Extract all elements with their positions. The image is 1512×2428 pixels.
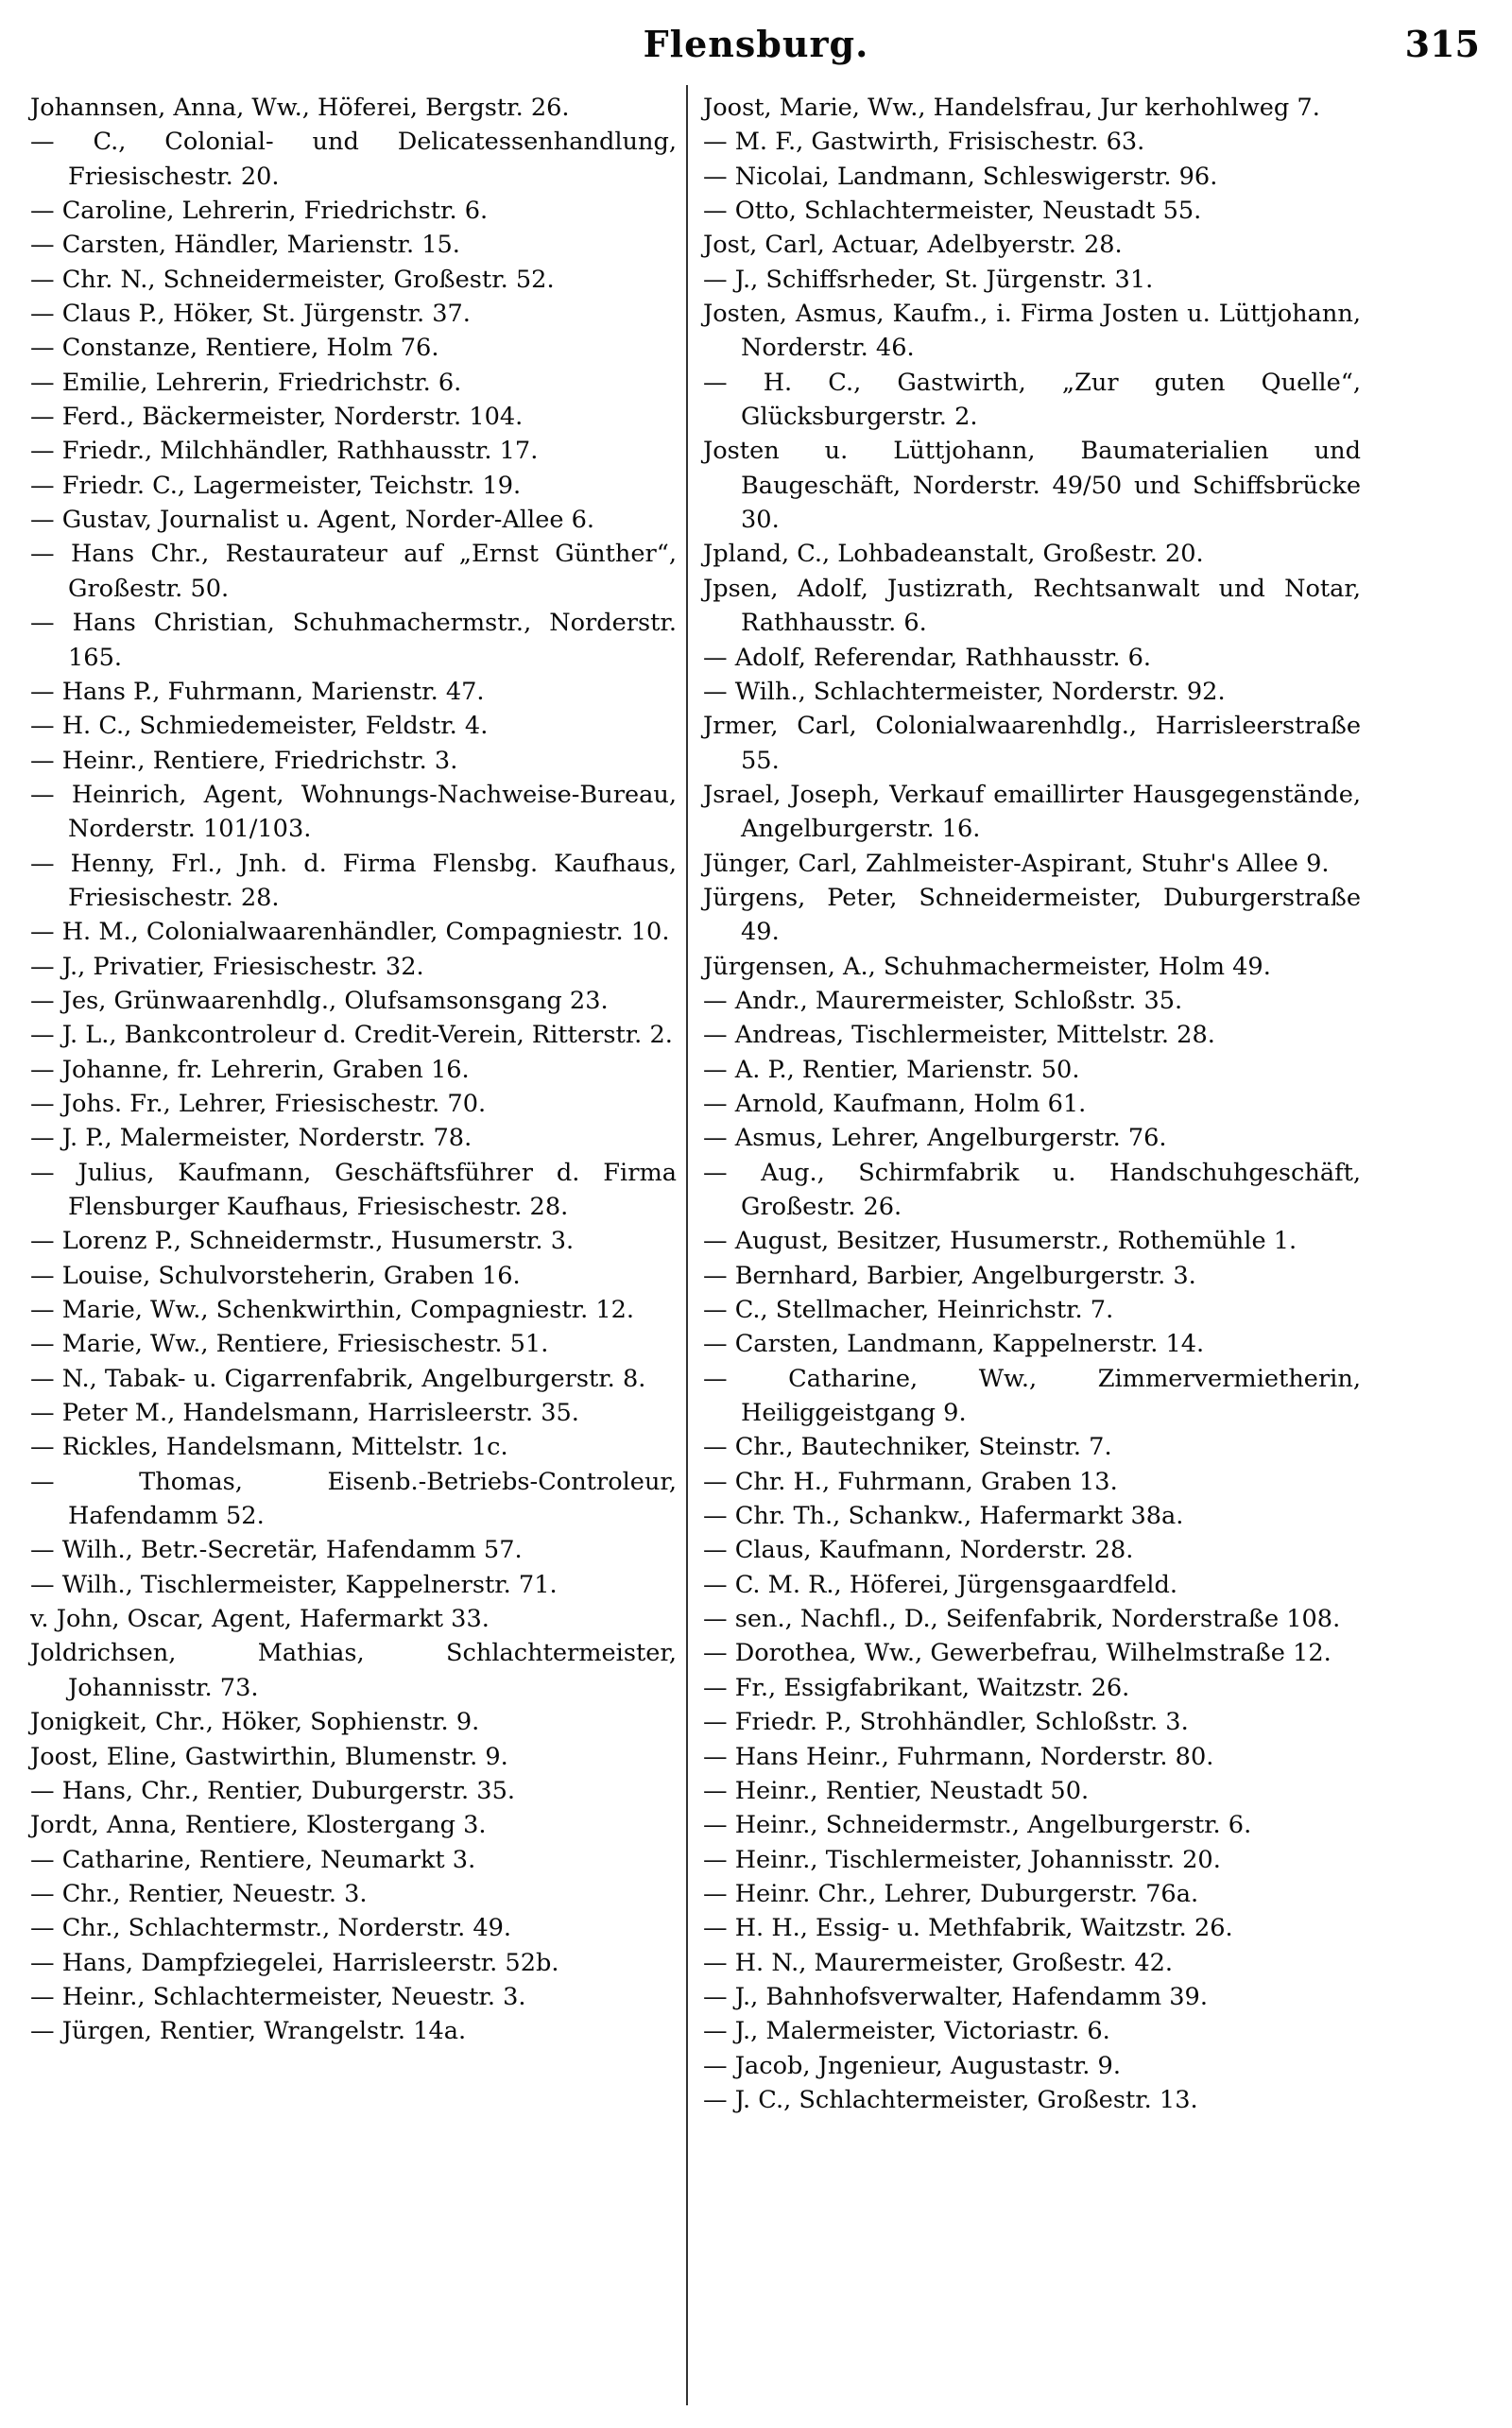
directory-entry: Joldrichsen, Mathias, Schlachtermeister, Johannisstr. 73. <box>30 1639 677 1702</box>
directory-entry: — Wilh., Betr.-Secretär, Hafendamm 57. <box>30 1536 523 1565</box>
directory-entry: Josten u. Lüttjohann, Baumaterialien und Baugeschäft, Norderstr. 49/50 und Schiffsbrücke 30. <box>703 437 1361 535</box>
directory-entry: Jpland, C., Lohbadeanstalt, Großestr. 20. <box>703 540 1204 569</box>
directory-entry: — Friedr. P., Strohhändler, Schloßstr. 3. <box>703 1708 1189 1737</box>
directory-entry: Jürgens, Peter, Schneidermeister, Duburgerstraße 49. <box>703 883 1361 947</box>
left-column <box>30 91 677 2049</box>
directory-entry: — Lorenz P., Schneidermstr., Husumerstr. 3. <box>30 1227 575 1256</box>
directory-entry: — Thomas, Eisenb.-Betriebs-Controleur, Hafendamm 52. <box>30 1467 677 1531</box>
directory-entry: Jünger, Carl, Zahlmeister-Aspirant, Stuhr's Allee 9. <box>703 849 1330 878</box>
directory-entry: — Bernhard, Barbier, Angelburgerstr. 3. <box>703 1261 1196 1290</box>
directory-entry: — Aug., Schirmfabrik u. Handschuhgeschäft, Großestr. 26. <box>703 1158 1361 1221</box>
directory-entry: — Carsten, Landmann, Kappelnerstr. 14. <box>703 1330 1205 1359</box>
directory-entry: — Wilh., Schlachtermeister, Norderstr. 92. <box>703 677 1226 706</box>
directory-entry: Jost, Carl, Actuar, Adelbyerstr. 28. <box>703 231 1123 260</box>
directory-entry: — Hans Heinr., Fuhrmann, Norderstr. 80. <box>703 1742 1214 1771</box>
directory-entry: — Chr., Schlachtermstr., Norderstr. 49. <box>30 1914 512 1943</box>
directory-entry: — Hans Chr., Restaurateur auf „Ernst Günther“, Großestr. 50. <box>30 540 677 603</box>
directory-entry: Johannsen, Anna, Ww., Höferei, Bergstr. 26. <box>30 94 570 122</box>
directory-entry: — Ferd., Bäckermeister, Norderstr. 104. <box>30 403 524 432</box>
directory-entry: — Asmus, Lehrer, Angelburgerstr. 76. <box>703 1124 1167 1153</box>
directory-entry: Jsrael, Joseph, Verkauf emaillirter Hausgegenstände, Angelburgerstr. 16. <box>703 780 1361 844</box>
directory-entry: — Louise, Schulvorsteherin, Graben 16. <box>30 1261 521 1290</box>
directory-entry: — Johs. Fr., Lehrer, Friesischestr. 70. <box>30 1089 487 1118</box>
directory-entry: — Rickles, Handelsmann, Mittelstr. 1c. <box>30 1433 508 1462</box>
directory-entry: — Wilh., Tischlermeister, Kappelnerstr. 71. <box>30 1570 558 1599</box>
directory-entry: — Jes, Grünwaarenhdlg., Olufsamsonsgang 23. <box>30 986 609 1015</box>
directory-entry: — Chr., Bautechniker, Steinstr. 7. <box>703 1433 1112 1462</box>
directory-entry: — Julius, Kaufmann, Geschäftsführer d. Firma Flensburger Kaufhaus, Friesischestr. 28. <box>30 1158 677 1221</box>
directory-entry: — H. N., Maurermeister, Großestr. 42. <box>703 1948 1174 1977</box>
directory-entry: — C., Colonial- und Delicatessenhandlung, Friesischestr. 20. <box>30 128 677 191</box>
directory-entry: — H. C., Schmiedemeister, Feldstr. 4. <box>30 712 489 741</box>
directory-entry: — J. C., Schlachtermeister, Großestr. 13. <box>703 2085 1198 2114</box>
directory-entry: Joost, Eline, Gastwirthin, Blumenstr. 9. <box>30 1742 508 1771</box>
directory-entry: Jonigkeit, Chr., Höker, Sophienstr. 9. <box>30 1708 480 1737</box>
directory-entry: Josten, Asmus, Kaufm., i. Firma Josten u. Lüttjohann, Norderstr. 46. <box>703 300 1361 363</box>
directory-entry: — Chr. H., Fuhrmann, Graben 13. <box>703 1467 1118 1496</box>
directory-entry: v. John, Oscar, Agent, Hafermarkt 33. <box>30 1605 490 1634</box>
directory-entry: — C., Stellmacher, Heinrichstr. 7. <box>703 1296 1114 1325</box>
directory-entry: — Arnold, Kaufmann, Holm 61. <box>703 1089 1087 1118</box>
directory-entry: — J., Schiffsrheder, St. Jürgenstr. 31. <box>703 265 1154 294</box>
directory-entry: — C. M. R., Höferei, Jürgensgaardfeld. <box>703 1570 1177 1599</box>
directory-entry: — Heinr., Tischlermeister, Johannisstr. 20. <box>703 1845 1221 1874</box>
directory-entry: — Andr., Maurermeister, Schloßstr. 35. <box>703 986 1183 1015</box>
directory-entry: — Heinr. Chr., Lehrer, Duburgerstr. 76a. <box>703 1879 1199 1908</box>
directory-entry: — Catharine, Ww., Zimmervermietherin, Heiliggeistgang 9. <box>703 1364 1361 1428</box>
directory-entry: — Fr., Essigfabrikant, Waitzstr. 26. <box>703 1673 1130 1702</box>
directory-entry: — Heinr., Schlachtermeister, Neuestr. 3. <box>30 1982 526 2011</box>
directory-entry: — N., Tabak- u. Cigarrenfabrik, Angelburgerstr. 8. <box>30 1364 646 1393</box>
directory-entry: — Friedr., Milchhändler, Rathhausstr. 17. <box>30 437 539 466</box>
directory-entry: — Heinr., Rentier, Neustadt 50. <box>703 1776 1090 1805</box>
directory-entry: — Heinr., Rentiere, Friedrichstr. 3. <box>30 746 458 775</box>
directory-entry: — A. P., Rentier, Marienstr. 50. <box>703 1055 1080 1084</box>
page-number: 315 <box>1404 23 1480 65</box>
directory-entry: — Chr., Rentier, Neuestr. 3. <box>30 1879 368 1908</box>
directory-entry: — Hans Christian, Schuhmachermstr., Norderstr. 165. <box>30 609 677 672</box>
directory-entry: — Catharine, Rentiere, Neumarkt 3. <box>30 1845 476 1874</box>
right-column <box>703 91 1361 2117</box>
directory-entry: — Hans P., Fuhrmann, Marienstr. 47. <box>30 677 485 706</box>
directory-entry: — Adolf, Referendar, Rathhausstr. 6. <box>703 643 1152 672</box>
directory-entry: — M. F., Gastwirth, Frisischestr. 63. <box>703 128 1145 157</box>
directory-entry: — H. C., Gastwirth, „Zur guten Quelle“, Glücksburgerstr. 2. <box>703 368 1361 432</box>
directory-entry: — Claus, Kaufmann, Norderstr. 28. <box>703 1536 1134 1565</box>
directory-entry: — Hans, Dampfziegelei, Harrisleerstr. 52b. <box>30 1948 559 1977</box>
directory-entry: — sen., Nachfl., D., Seifenfabrik, Norderstraße 108. <box>703 1605 1341 1634</box>
page-title: Flensburg. <box>643 23 869 65</box>
directory-entry: — Jürgen, Rentier, Wrangelstr. 14a. <box>30 2017 467 2046</box>
column-divider <box>686 85 688 2405</box>
directory-entry: — Chr. Th., Schankw., Hafermarkt 38a. <box>703 1502 1184 1531</box>
directory-entry: — Heinr., Schneidermstr., Angelburgerstr. 6. <box>703 1811 1252 1840</box>
directory-entry: — Marie, Ww., Rentiere, Friesischestr. 51. <box>30 1330 549 1359</box>
directory-entry: — Peter M., Handelsmann, Harrisleerstr. 35. <box>30 1399 579 1428</box>
directory-entry: — H. M., Colonialwaarenhändler, Compagniestr. 10. <box>30 918 670 947</box>
directory-entry: — J., Malermeister, Victoriastr. 6. <box>703 2017 1110 2046</box>
page-header <box>0 21 1512 77</box>
directory-entry: — Friedr. C., Lagermeister, Teichstr. 19. <box>30 471 522 500</box>
directory-entry: — Claus P., Höker, St. Jürgenstr. 37. <box>30 300 471 329</box>
directory-entry: Jpsen, Adolf, Justizrath, Rechtsanwalt und Notar, Rathhausstr. 6. <box>703 574 1361 638</box>
directory-entry: Jrmer, Carl, Colonialwaarenhdlg., Harrisleerstraße 55. <box>703 712 1361 775</box>
directory-entry: — Otto, Schlachtermeister, Neustadt 55. <box>703 197 1202 226</box>
directory-entry: — Andreas, Tischlermeister, Mittelstr. 28. <box>703 1021 1215 1050</box>
directory-entry: Jordt, Anna, Rentiere, Klostergang 3. <box>30 1811 487 1840</box>
directory-entry: — H. H., Essig- u. Methfabrik, Waitzstr. 26. <box>703 1914 1233 1943</box>
directory-entry: — Marie, Ww., Schenkwirthin, Compagniestr. 12. <box>30 1296 635 1325</box>
directory-entry: — Emilie, Lehrerin, Friedrichstr. 6. <box>30 368 462 397</box>
directory-entry: — Chr. N., Schneidermeister, Großestr. 52. <box>30 265 555 294</box>
directory-entry: — Carsten, Händler, Marienstr. 15. <box>30 231 460 260</box>
directory-entry: Jürgensen, A., Schuhmachermeister, Holm 49. <box>703 952 1271 981</box>
directory-entry: — J., Privatier, Friesischestr. 32. <box>30 952 424 981</box>
directory-entry: — Johanne, fr. Lehrerin, Graben 16. <box>30 1055 470 1084</box>
directory-entry: — Nicolai, Landmann, Schleswigerstr. 96. <box>703 162 1218 191</box>
directory-entry: — Hans, Chr., Rentier, Duburgerstr. 35. <box>30 1776 515 1805</box>
directory-entry: — Caroline, Lehrerin, Friedrichstr. 6. <box>30 197 489 226</box>
directory-entry: — J. P., Malermeister, Norderstr. 78. <box>30 1124 472 1153</box>
directory-entry: — Constanze, Rentiere, Holm 76. <box>30 334 439 363</box>
directory-entry: — J. L., Bankcontroleur d. Credit-Verein, Ritterstr. 2. <box>30 1021 673 1050</box>
directory-entry: — Jacob, Jngenieur, Augustastr. 9. <box>703 2051 1121 2080</box>
directory-entry: — J., Bahnhofsverwalter, Hafendamm 39. <box>703 1982 1208 2011</box>
directory-entry: Joost, Marie, Ww., Handelsfrau, Jur kerhohlweg 7. <box>703 94 1320 122</box>
directory-entry: — August, Besitzer, Husumerstr., Rothemühle 1. <box>703 1227 1297 1256</box>
directory-entry: — Dorothea, Ww., Gewerbefrau, Wilhelmstraße 12. <box>703 1639 1332 1668</box>
directory-entry: — Gustav, Journalist u. Agent, Norder-Allee 6. <box>30 506 595 535</box>
directory-entry: — Heinrich, Agent, Wohnungs-Nachweise-Bureau, Norderstr. 101/103. <box>30 780 677 844</box>
directory-entry: — Henny, Frl., Jnh. d. Firma Flensbg. Kaufhaus, Friesischestr. 28. <box>30 849 677 912</box>
